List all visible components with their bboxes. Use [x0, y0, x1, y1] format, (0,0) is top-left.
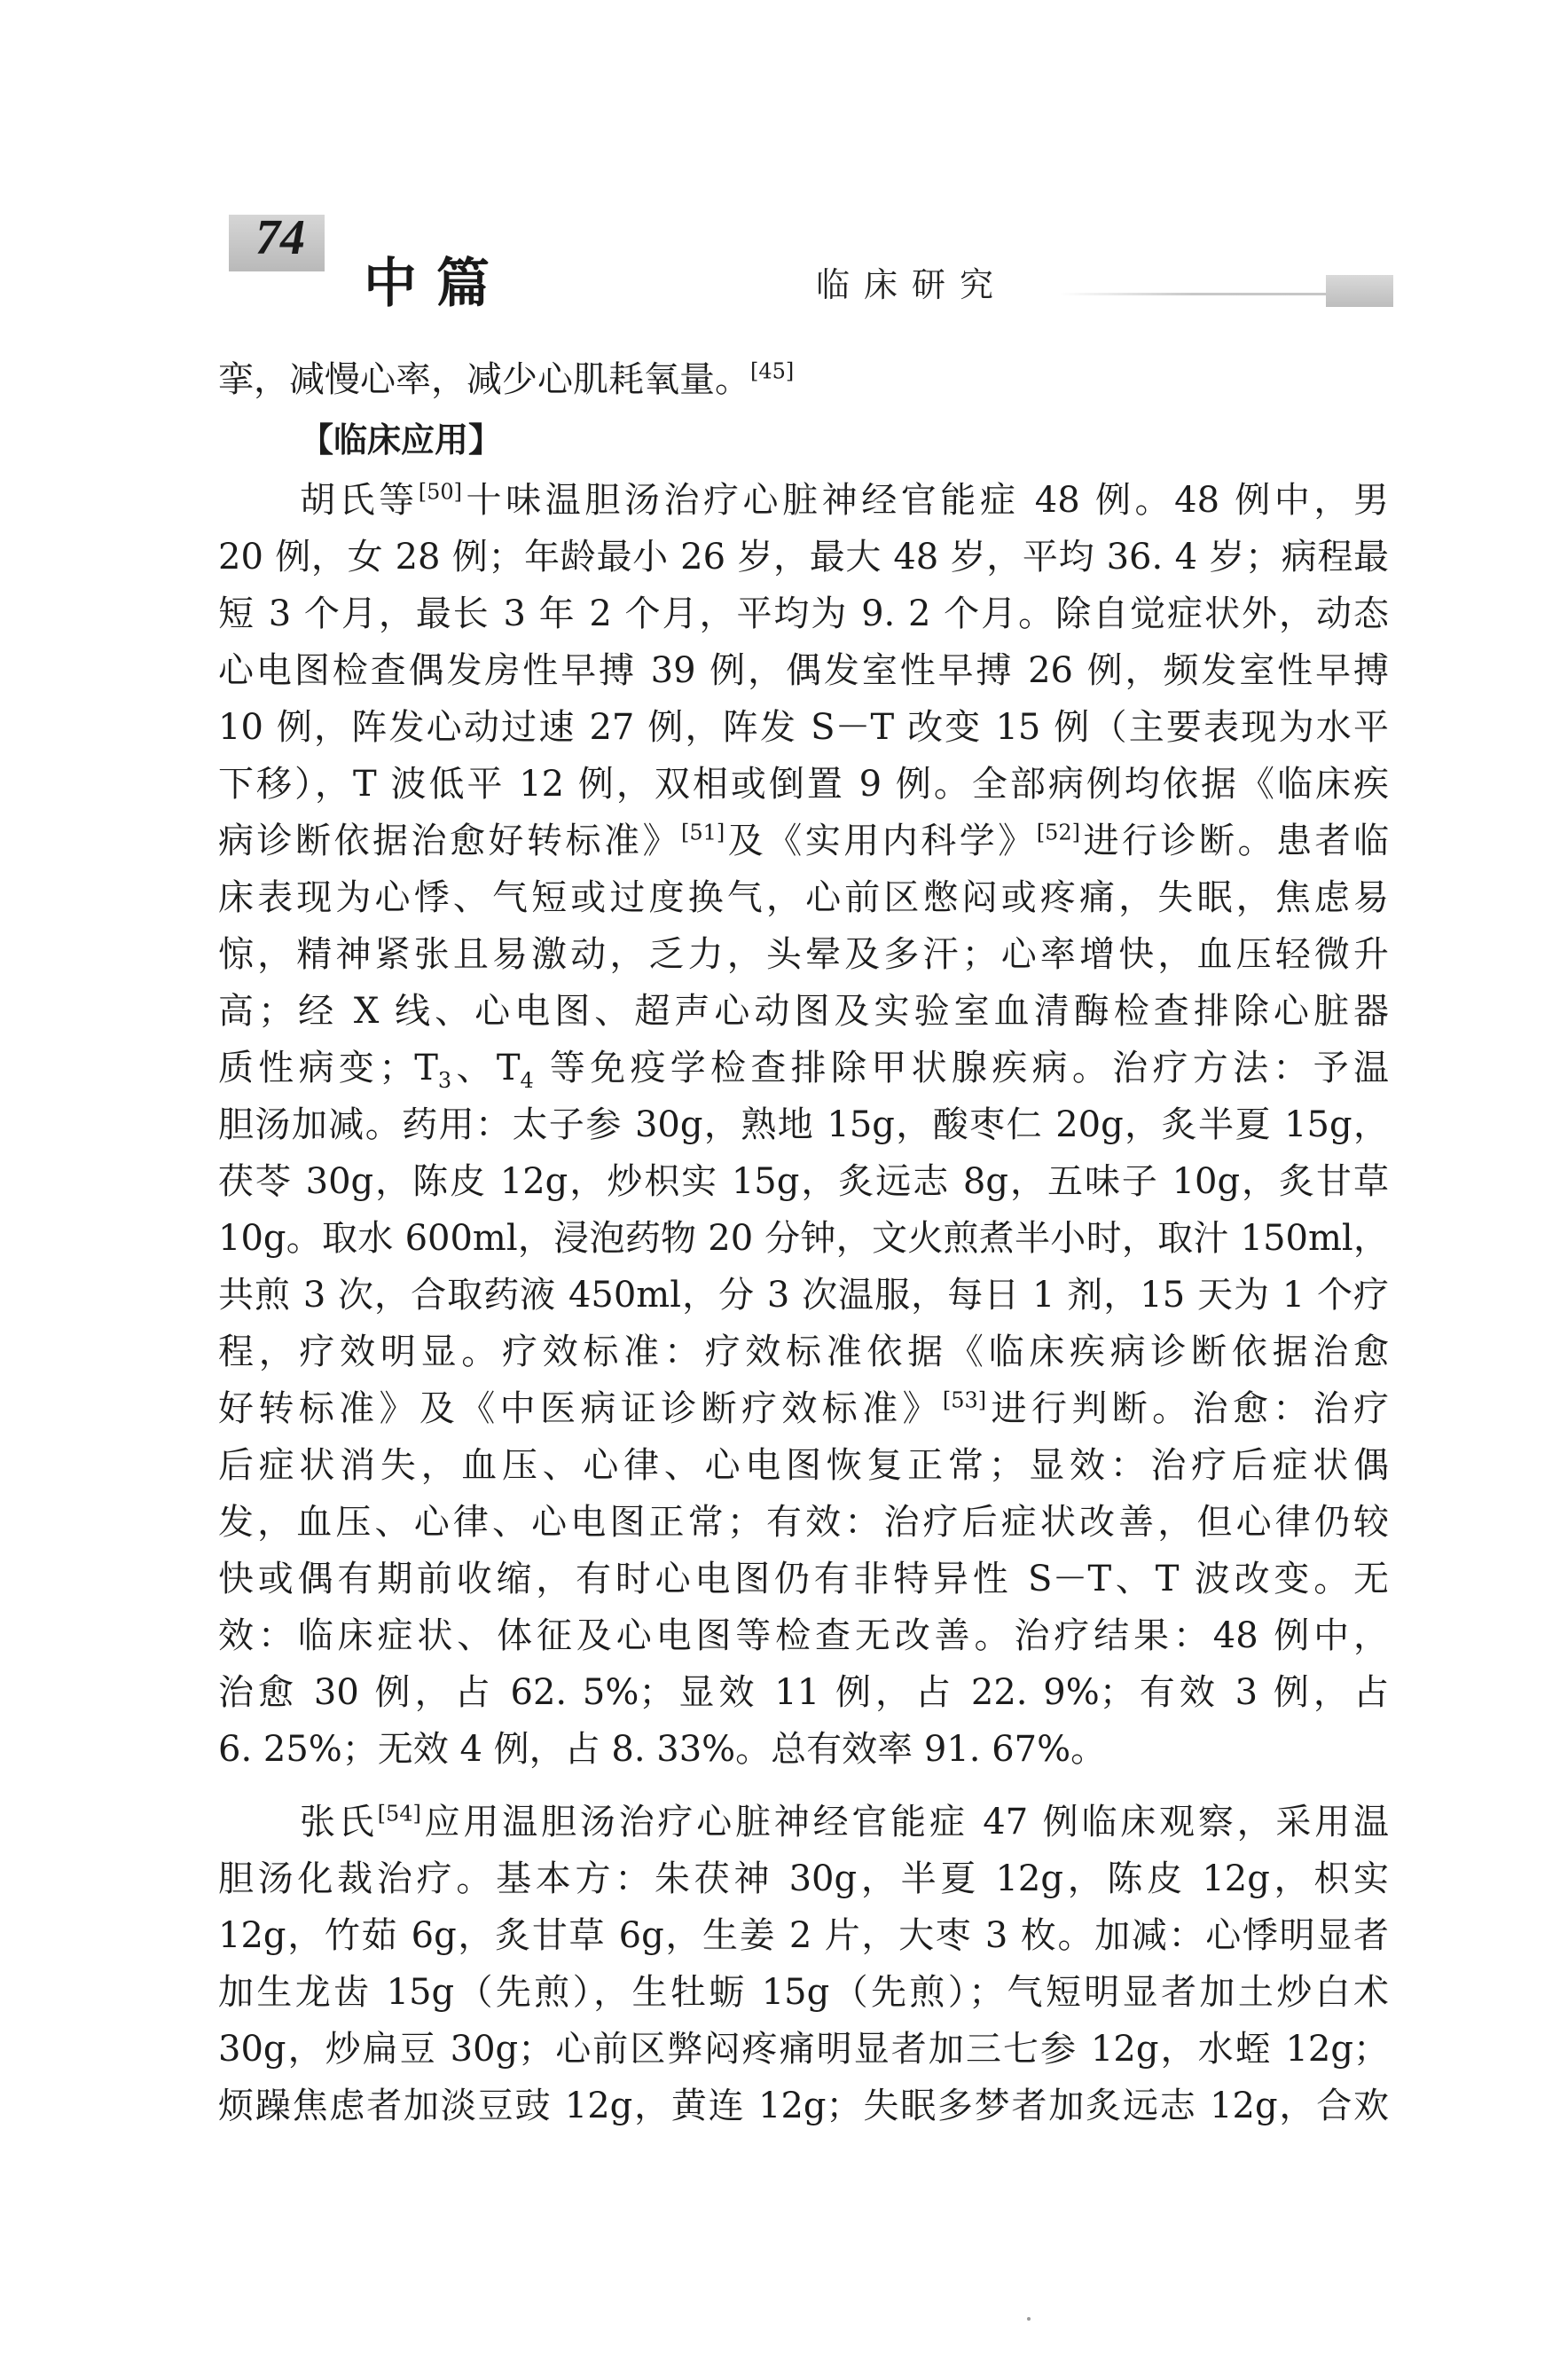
part-title: 中篇 [364, 253, 509, 315]
body-line: 胆汤化裁治疗。基本方：朱茯神 30g，半夏 12g，陈皮 12g，枳实 [218, 1858, 1389, 1899]
body-line: 下移），T 波低平 12 例，双相或倒置 9 例。全部病例均依据《临床疾 [218, 764, 1389, 805]
body-line: 烦躁焦虑者加淡豆豉 12g，黄连 12g；失眠多梦者加炙远志 12g，合欢 [218, 2086, 1389, 2126]
body-line: 效：临床症状、体征及心电图等检查无改善。治疗结果：48 例中， [218, 1615, 1389, 1656]
section-title: 临床研究 [816, 265, 1008, 304]
body-line: 10 例，阵发心动过速 27 例，阵发 S－T 改变 15 例（主要表现为水平 [218, 707, 1389, 748]
body-line: 程，疗效明显。疗效标准：疗效标准依据《临床疾病诊断依据治愈 [218, 1332, 1389, 1372]
header-corner-mark [1326, 275, 1393, 307]
section-heading: 【临床应用】 [300, 420, 503, 460]
body-line: 惊，精神紧张且易激动，乏力，头晕及多汗；心率增快，血压轻微升 [218, 934, 1389, 975]
body-line: 发，血压、心律、心电图正常；有效：治疗后症状改善，但心律仍较 [218, 1502, 1389, 1543]
body-line: 病诊断依据治愈好转标准》[51]及《实用内科学》[52]进行诊断。患者临 [218, 820, 1390, 861]
body-line: 30g，炒扁豆 30g；心前区弊闷疼痛明显者加三七参 12g，水蛭 12g； [218, 2029, 1389, 2070]
body-line: 快或偶有期前收缩，有时心电图仍有非特异性 S－T、T 波改变。无 [218, 1559, 1389, 1599]
body-line: 胡氏等[50]十味温胆汤治疗心脏神经官能症 48 例。48 例中，男 [300, 479, 1390, 521]
scan-speck [1027, 2317, 1031, 2321]
body-line: 张氏[54]应用温胆汤治疗心脏神经官能症 47 例临床观察，采用温 [300, 1801, 1390, 1842]
body-line: 共煎 3 次，合取药液 450ml，分 3 次温服，每日 1 剂，15 天为 1 个疗 [218, 1275, 1389, 1316]
body-line: 茯苓 30g，陈皮 12g，炒枳实 15g，炙远志 8g，五味子 10g，炙甘草 [218, 1161, 1389, 1202]
body-line: 加生龙齿 15g（先煎），生牡蛎 15g（先煎）；气短明显者加土炒白术 [218, 1972, 1389, 2013]
body-line: 胆汤加减。药用：太子参 30g，熟地 15g，酸枣仁 20g，炙半夏 15g， [218, 1104, 1389, 1145]
body-line: 高；经 X 线、心电图、超声心动图及实验室血清酶检查排除心脏器 [218, 991, 1389, 1032]
body-line: 后症状消失，血压、心律、心电图恢复正常；显效：治疗后症状偶 [218, 1445, 1389, 1486]
page-number: 74 [255, 210, 305, 265]
header-rule [1060, 293, 1326, 295]
body-line: 治愈 30 例，占 62. 5%；显效 11 例，占 22. 9%；有效 3 例，占 [218, 1672, 1389, 1713]
body-line: 心电图检查偶发房性早搏 39 例，偶发室性早搏 26 例，频发室性早搏 [218, 650, 1389, 691]
body-line: 质性病变；$T_3$、$T_4$ 等免疫学检查排除甲状腺疾病。治疗方法：予温 [218, 1048, 1390, 1093]
body-line: 10g。取水 600ml，浸泡药物 20 分钟，文火煎煮半小时，取汁 150ml， [218, 1218, 1389, 1259]
body-line: 20 例，女 28 例；年龄最小 26 岁，最大 48 岁，平均 36. 4 岁；病程最 [218, 537, 1389, 577]
body-line: 床表现为心悸、气短或过度换气，心前区憋闷或疼痛，失眠，焦虑易 [218, 877, 1389, 918]
body-line: 好转标准》及《中医病证诊断疗效标准》[53]进行判断。治愈：治疗 [218, 1387, 1390, 1429]
body-line: 短 3 个月，最长 3 年 2 个月，平均为 9. 2 个月。除自觉症状外，动态 [218, 593, 1389, 634]
body-line: 6. 25%；无效 4 例，占 8. 33%。总有效率 91. 67%。 [218, 1729, 1107, 1770]
body-line: 12g，竹茹 6g，炙甘草 6g，生姜 2 片，大枣 3 枚。加减：心悸明显者 [218, 1915, 1389, 1956]
body-line: 挛，减慢心率，减少心肌耗氧量。[45] [218, 358, 795, 400]
